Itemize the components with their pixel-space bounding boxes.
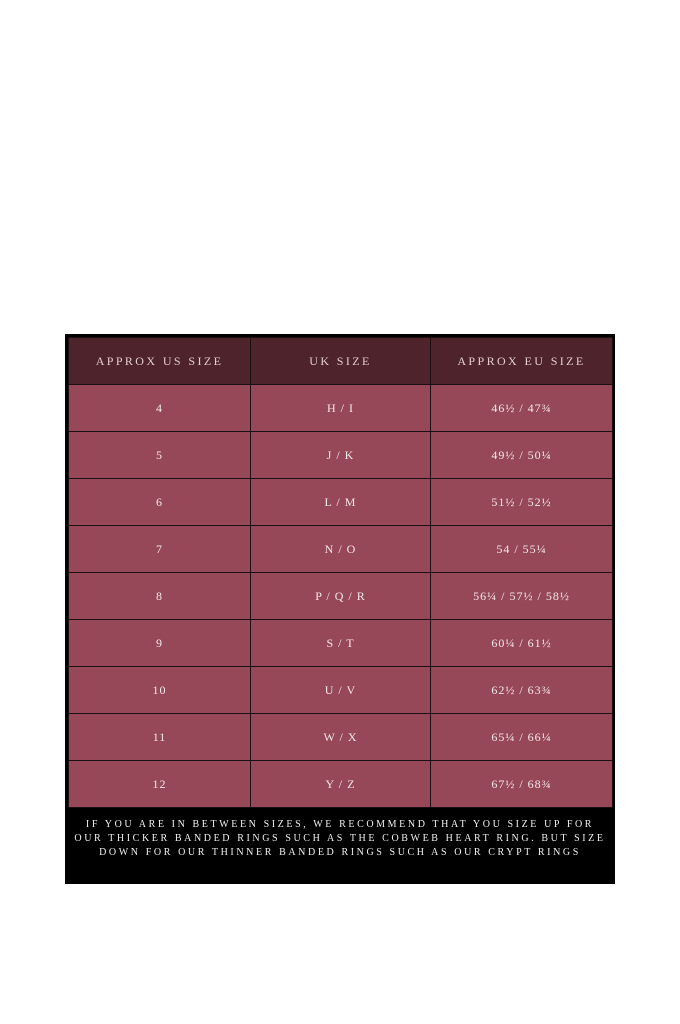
uk-size-cell: U / V (251, 667, 431, 714)
eu-size-cell: 51½ / 52½ (431, 479, 613, 526)
us-size-cell: 9 (69, 620, 251, 667)
header-uk-size: UK SIZE (251, 338, 431, 385)
table-row (69, 620, 613, 667)
eu-size-cell: 49½ / 50¼ (431, 432, 613, 479)
us-size-cell: 10 (69, 667, 251, 714)
eu-size-cell: 65¼ / 66¼ (431, 714, 613, 761)
eu-size-cell: 62½ / 63¾ (431, 667, 613, 714)
us-size-cell: 11 (69, 714, 251, 761)
us-size-cell: 7 (69, 526, 251, 573)
uk-size-cell: W / X (251, 714, 431, 761)
eu-size-cell: 54 / 55¼ (431, 526, 613, 573)
uk-size-cell: N / O (251, 526, 431, 573)
table-row (69, 573, 613, 620)
ring-size-chart (65, 334, 615, 884)
us-size-cell: 4 (69, 385, 251, 432)
eu-size-cell: 46½ / 47¾ (431, 385, 613, 432)
uk-size-cell: P / Q / R (251, 573, 431, 620)
us-size-cell: 12 (69, 761, 251, 808)
uk-size-cell: S / T (251, 620, 431, 667)
eu-size-cell: 67½ / 68¾ (431, 761, 613, 808)
table-row (69, 714, 613, 761)
sizing-advice-note: IF YOU ARE IN BETWEEN SIZES, WE RECOMMEND THAT YOU SIZE UP FOR OUR THICKER BANDED RINGS SUCH AS THE COBWEB HEART RING. BUT SIZE DOWN FOR OUR THINNER BANDED RINGS SUCH AS OUR CRYPT RINGS (74, 819, 606, 858)
us-size-cell: 8 (69, 573, 251, 620)
size-table (68, 337, 613, 808)
table-row (69, 526, 613, 573)
eu-size-cell: 60¼ / 61½ (431, 620, 613, 667)
uk-size-cell: Y / Z (251, 761, 431, 808)
table-row (69, 385, 613, 432)
us-size-cell: 6 (69, 479, 251, 526)
header-eu-size: APPROX EU SIZE (431, 338, 613, 385)
table-header-row (69, 338, 613, 385)
eu-size-cell: 56¼ / 57½ / 58½ (431, 573, 613, 620)
uk-size-cell: J / K (251, 432, 431, 479)
uk-size-cell: L / M (251, 479, 431, 526)
uk-size-cell: H / I (251, 385, 431, 432)
table-row (69, 761, 613, 808)
table-row (69, 479, 613, 526)
us-size-cell: 5 (69, 432, 251, 479)
header-us-size: APPROX US SIZE (69, 338, 251, 385)
table-row (69, 432, 613, 479)
table-row (69, 667, 613, 714)
